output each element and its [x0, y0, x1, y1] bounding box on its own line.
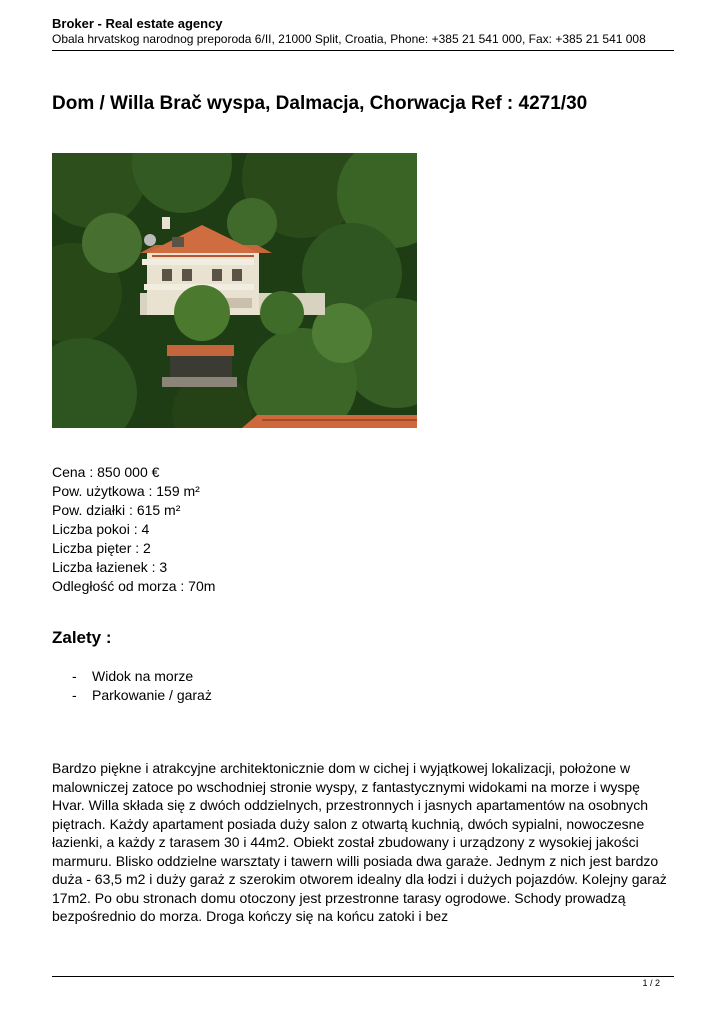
advantages-list	[52, 667, 212, 705]
page-number: 1 / 2	[642, 978, 660, 988]
fact-usable-area: Pow. użytkowa : 159 m²	[52, 483, 200, 499]
property-facts	[52, 463, 215, 596]
fact-price: Cena : 850 000 €	[52, 464, 160, 480]
company-name: Broker - Real estate agency	[52, 16, 223, 31]
list-dash: -	[72, 687, 77, 703]
list-item	[52, 667, 212, 686]
fact-rooms: Liczba pokoi : 4	[52, 521, 150, 537]
property-title: Dom / Willa Brač wyspa, Dalmacja, Chorwacja Ref : 4271/30	[52, 93, 588, 114]
list-dash: -	[72, 668, 77, 684]
company-address: Obala hrvatskog narodnog preporoda 6/II, 21000 Split, Croatia, Phone: +385 21 541 000, Fax: +385 21 541 008	[52, 32, 646, 46]
property-photo	[52, 153, 417, 428]
header-divider	[52, 50, 674, 51]
footer-divider	[52, 976, 674, 977]
fact-bathrooms: Liczba łazienek : 3	[52, 559, 168, 575]
document-header	[52, 16, 674, 47]
fact-floors: Liczba pięter : 2	[52, 540, 151, 556]
fact-plot-area: Pow. działki : 615 m²	[52, 502, 181, 518]
advantage-parking: Parkowanie / garaż	[92, 687, 212, 703]
advantage-sea-view: Widok na morze	[92, 668, 194, 684]
property-description: Bardzo piękne i atrakcyjne architektonicznie dom w cichej i wyjątkowej lokalizacji, położone w malowniczej zatoce po wschodniej stronie wyspy, z fantastycznymi widokami na morze i wyspę Hvar. Willa składa się z dwóch oddzielnych, przestronnych i jasnych apartamentów na osobnych piętrach. Każdy apartament posiada duży salon z otwartą kuchnią, dwóch sypialni, nowoczesne łazienki, a każdy z tarasem 30 i 44m2. Obiekt został zbudowany i urządzony z wysokiej jakości marmuru. Blisko oddzielne warsztaty i tawern willi posiada dwa garaże. Jednym z nich jest bardzo duża - 63,5 m2 i duży garaż z szerokim otworem idealny dla łodzi i dużych pojazdów. Kolejny garaż 17m2. Po obu stronach domu otoczony jest przestronne tarasy ogrodowe. Schody prowadzą bezpośrednio do morza. Droga kończy się na końcu zatoki i bez	[52, 760, 667, 924]
fact-sea-distance: Odległość od morza : 70m	[52, 578, 216, 594]
advantages-heading: Zalety :	[52, 628, 112, 647]
list-item	[52, 686, 212, 705]
